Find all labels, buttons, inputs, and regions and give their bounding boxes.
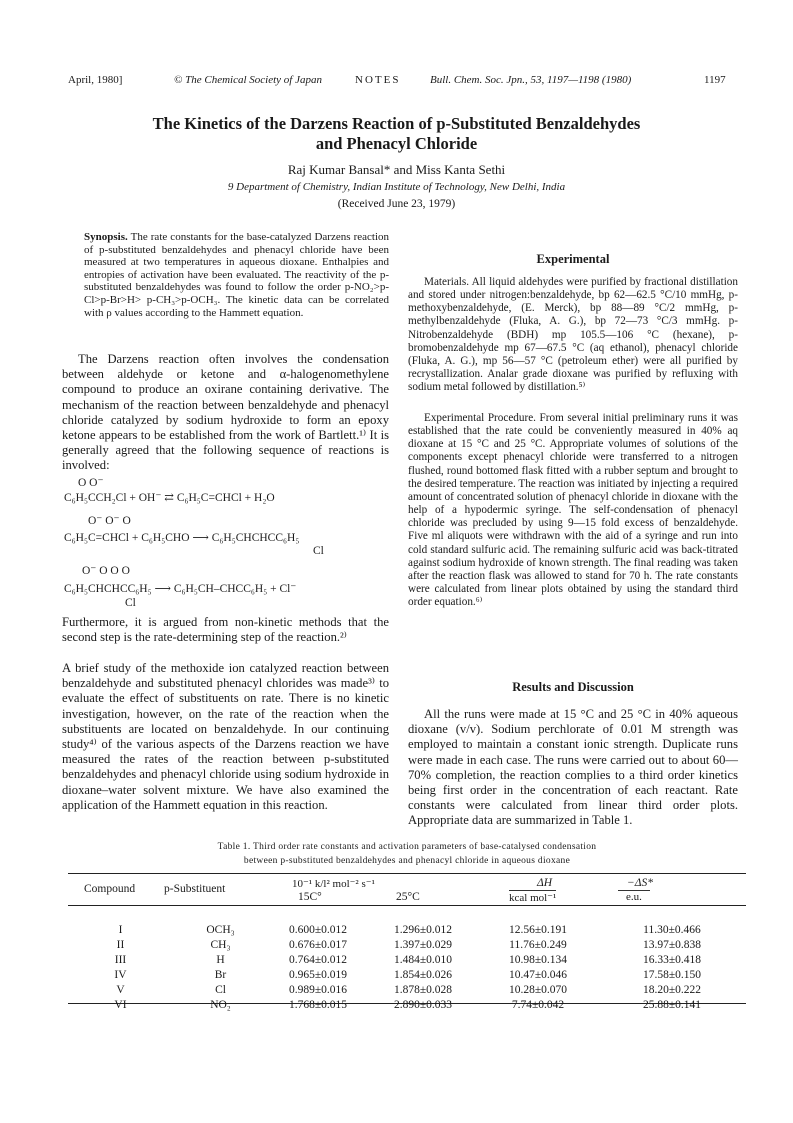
table-row [68, 952, 746, 967]
reaction-2: C₆H₅C=CHCl + C₆H₅CHO ⟶ C₆H₅CHCHCC₆H₅ [64, 532, 300, 544]
table-header-compound: Compound [84, 883, 136, 895]
table-cell: 11.76±0.249 [509, 938, 567, 951]
table-cell: 10.47±0.046 [508, 968, 568, 981]
intro-paragraph-2 [62, 615, 389, 645]
title-line-1: The Kinetics of the Darzens Reaction of p-Substituted Benzaldehydes [152, 114, 641, 133]
header-copyright: © The Chemical Society of Japan [174, 74, 322, 86]
table-header-rate-constant: 10⁻¹ k/l² mol⁻² s⁻¹ [292, 878, 375, 890]
article-title [60, 114, 733, 154]
table-cell: 1.484±0.010 [393, 953, 453, 966]
paragraph: Furthermore, it is argued from non-kinetic methods that the second step is the rate-determining step of the reaction.²⁾ [62, 615, 389, 645]
table-row [68, 997, 746, 1012]
table-cell: 0.989±0.016 [288, 983, 348, 996]
table-cell: 13.97±0.838 [642, 938, 702, 951]
affiliation: 9 Department of Chemistry, Indian Institute of Technology, New Delhi, India [227, 181, 566, 193]
synopsis-text: The rate constants for the base-catalyzed Darzens reaction of p-substituted benzaldehydes and phenacyl chloride have been measured at two temperatures in aqueous dioxane. Enthalpies and entropies of activation have been evaluated. The reactivity of the p-substituted benzaldehydes was found to follow the order p-NO₂>p-Cl>p-Br>H> p-CH₃>p-OCH₃. The kinetic data can be correlated with ρ values according to the Hammett equation. [84, 231, 389, 319]
table-top-rule [68, 873, 746, 874]
table-cell: Cl [215, 983, 226, 996]
table-cell: 1.296±0.012 [393, 923, 453, 936]
reaction-2-top: O⁻ O⁻ O [88, 515, 131, 527]
table-caption-line-1: Table 1. Third order rate constants and activation parameters of base-catalysed condensation [217, 842, 597, 852]
header-citation: Bull. Chem. Soc. Jpn., 53, 1197—1198 (1980) [430, 74, 632, 86]
table-cell: 1.768±0.015 [288, 998, 348, 1011]
table-row [68, 967, 746, 982]
table-cell: 12.56±0.191 [508, 923, 568, 936]
table-header-rule [68, 905, 746, 906]
table-row [68, 922, 746, 937]
procedure-paragraph [408, 412, 738, 609]
table-cell: 1.397±0.029 [393, 938, 453, 951]
table-header-delta-s-unit: e.u. [618, 890, 650, 903]
table-cell: 25.88±0.141 [642, 998, 702, 1011]
table-cell: CH₃ [210, 938, 231, 951]
table-cell: 0.764±0.012 [288, 953, 348, 966]
intro-paragraph-1 [62, 352, 389, 474]
table-cell: 2.890±0.033 [393, 998, 453, 1011]
table-cell: 0.965±0.019 [288, 968, 348, 981]
section-heading-experimental: Experimental [536, 252, 610, 266]
materials-paragraph [408, 276, 738, 394]
table-cell: 10.28±0.070 [508, 983, 568, 996]
table-header-substituent: p-Substituent [164, 883, 226, 895]
table-cell: VI [114, 998, 127, 1011]
table-cell: 11.30±0.466 [643, 923, 701, 936]
table-header-delta-h: ΔH [537, 877, 553, 889]
paragraph: Materials. All liquid aldehydes were purified by fractional distillation and stored under nitrogen:benzaldehyde, bp 62—62.5 °C/10 mmHg, p-methoxybenzaldehyde, (E. Merck), bp 88—89 °C/2 mmHg, p-methylbenzaldehyde (Fluka, A. G.), bp 72—73 °C/3 mmHg. p-Nitrobenzaldehyde (BDH) mp 105.5—106 °C (hexane), p-bromobenzaldehyde mp 67—67.5 °C (aq ethanol), phenacyl chloride (Fluka, A. G.), mp 56—57 °C (petroleum ether) were all purified by recrystallization. Analar grade dioxane was purified by refluxing with sodium metal followed by distillation.⁵⁾ [408, 276, 738, 394]
synopsis-label: Synopsis. [84, 231, 128, 243]
table-cell: I [118, 923, 123, 936]
table-cell: OCH₃ [206, 923, 235, 936]
table-header-delta-s: −ΔS* [627, 877, 654, 889]
table-header-delta-h-unit: kcal mol⁻¹ [509, 892, 557, 904]
table-row [68, 982, 746, 997]
header-date: April, 1980] [68, 74, 123, 86]
received-date: (Received June 23, 1979) [337, 198, 456, 210]
table-cell: 18.20±0.222 [642, 983, 702, 996]
table-cell: Br [214, 968, 227, 981]
paragraph: The Darzens reaction often involves the condensation between aldehyde or ketone and α-halogenomethylene compound to produce an oxirane containing derivative. The mechanism of the reaction between benzaldehyde and phenacyl chloride catalyzed by sodium hydroxide to form an epoxy ketone appears to be established from the work of Bartlett.¹⁾ It is generally agreed that the following sequence of reactions is involved: [62, 352, 389, 473]
reaction-2-bottom: Cl [313, 545, 324, 557]
paragraph: Experimental Procedure. From several initial preliminary runs it was established that the rate could be conveniently measured in 40% aq dioxane at 15 °C and 25 °C. Appropriate volumes of solutions of the components except phenacyl chloride were transferred to a nitrogen flushed, round bottomed flask fitted with a rubber septum and brought to the desired temperature. The reaction was initiated by injecting a required amount of concentrated solution of phenacyl chloride in dioxane with the help of a hypodermic syringe. The self-condensation of phenacyl chloride was precluded by using 9—15 fold excess of benzaldehyde. Five ml aliquots were withdrawn with the aid of a syringe and run into cold standard sulfuric acid. The remaining sulfuric acid was back-titrated against sodium hydroxide of known strength. The final reading was taken after the reaction flask was allowed to stand for 70 h. The rate constants were calculated from linear plots obtained by using the standard third order equation.⁶⁾ [408, 412, 739, 609]
table-cell: III [114, 953, 127, 966]
reaction-3: C₆H₅CHCHCC₆H₅ ⟶ C₆H₅CH–CHCC₆H₅ + Cl⁻ [64, 583, 297, 595]
table-cell: 1.878±0.028 [393, 983, 453, 996]
paragraph: A brief study of the methoxide ion catalyzed reaction between benzaldehyde and substituted phenacyl chlorides was made³⁾ to evaluate the effect of substituents on rate. There is no kinetic investigation, however, on the rate of the reaction when the substituents are located on benzaldehyde. In our continuing study⁴⁾ of the various aspects of the Darzens reaction we have measured the rates of the reaction between p-substituted benzaldehydes and phenacyl chloride using sodium hydroxide in dioxane–water solvent mixture. We have also examined the application of the Hammett equation in this reaction. [62, 661, 389, 812]
table-cell: 17.58±0.150 [642, 968, 702, 981]
table-cell: 16.33±0.418 [642, 953, 702, 966]
data-table [68, 922, 746, 1012]
table-header-15c: 15C° [298, 891, 322, 903]
table-cell: 0.676±0.017 [288, 938, 348, 951]
reaction-1: C₆H₅CCH₂Cl + OH⁻ ⇄ C₆H₅C=CHCl + H₂O [64, 492, 275, 504]
intro-paragraph-3 [62, 661, 389, 813]
results-paragraph [408, 707, 738, 829]
authors: Raj Kumar Bansal* and Miss Kanta Sethi [287, 162, 506, 177]
table-cell: H [216, 953, 225, 966]
table-cell: 1.854±0.026 [393, 968, 453, 981]
table-cell: V [116, 983, 125, 996]
reaction-3-bottom: Cl [125, 597, 136, 609]
table-cell: II [116, 938, 125, 951]
table-cell: 7.74±0.042 [511, 998, 565, 1011]
header-page-number: 1197 [704, 74, 726, 86]
section-heading-results: Results and Discussion [512, 680, 634, 694]
table-row [68, 937, 746, 952]
table-cell: 10.98±0.134 [508, 953, 568, 966]
table-cell: NO₂ [210, 998, 231, 1011]
title-line-2: and Phenacyl Chloride [315, 134, 478, 153]
table-cell: IV [114, 968, 127, 981]
reaction-1-top: O O⁻ [78, 477, 104, 489]
header-section: NOTES [355, 74, 401, 86]
paragraph: All the runs were made at 15 °C and 25 °C in 40% aqueous dioxane (v/v). Sodium perchlorate of 0.01 M strength was employed to maintain a constant ionic strength. Duplicate runs were made in each case. The runs were carried out to about 60—70% completion, the reaction complies to a third order kinetics being first order in the concentration of each reactant. Rate constants were calculated from linear third order plots. Appropriate data are summarized in Table 1. [408, 707, 738, 828]
synopsis [84, 231, 389, 319]
table-caption-line-2: between p-substituted benzaldehydes and phenacyl chloride in aqueous dioxane [243, 856, 571, 866]
table-header-25c: 25°C [396, 891, 420, 903]
reaction-3-top: O⁻ O O O [82, 565, 130, 577]
table-cell: 0.600±0.012 [288, 923, 348, 936]
